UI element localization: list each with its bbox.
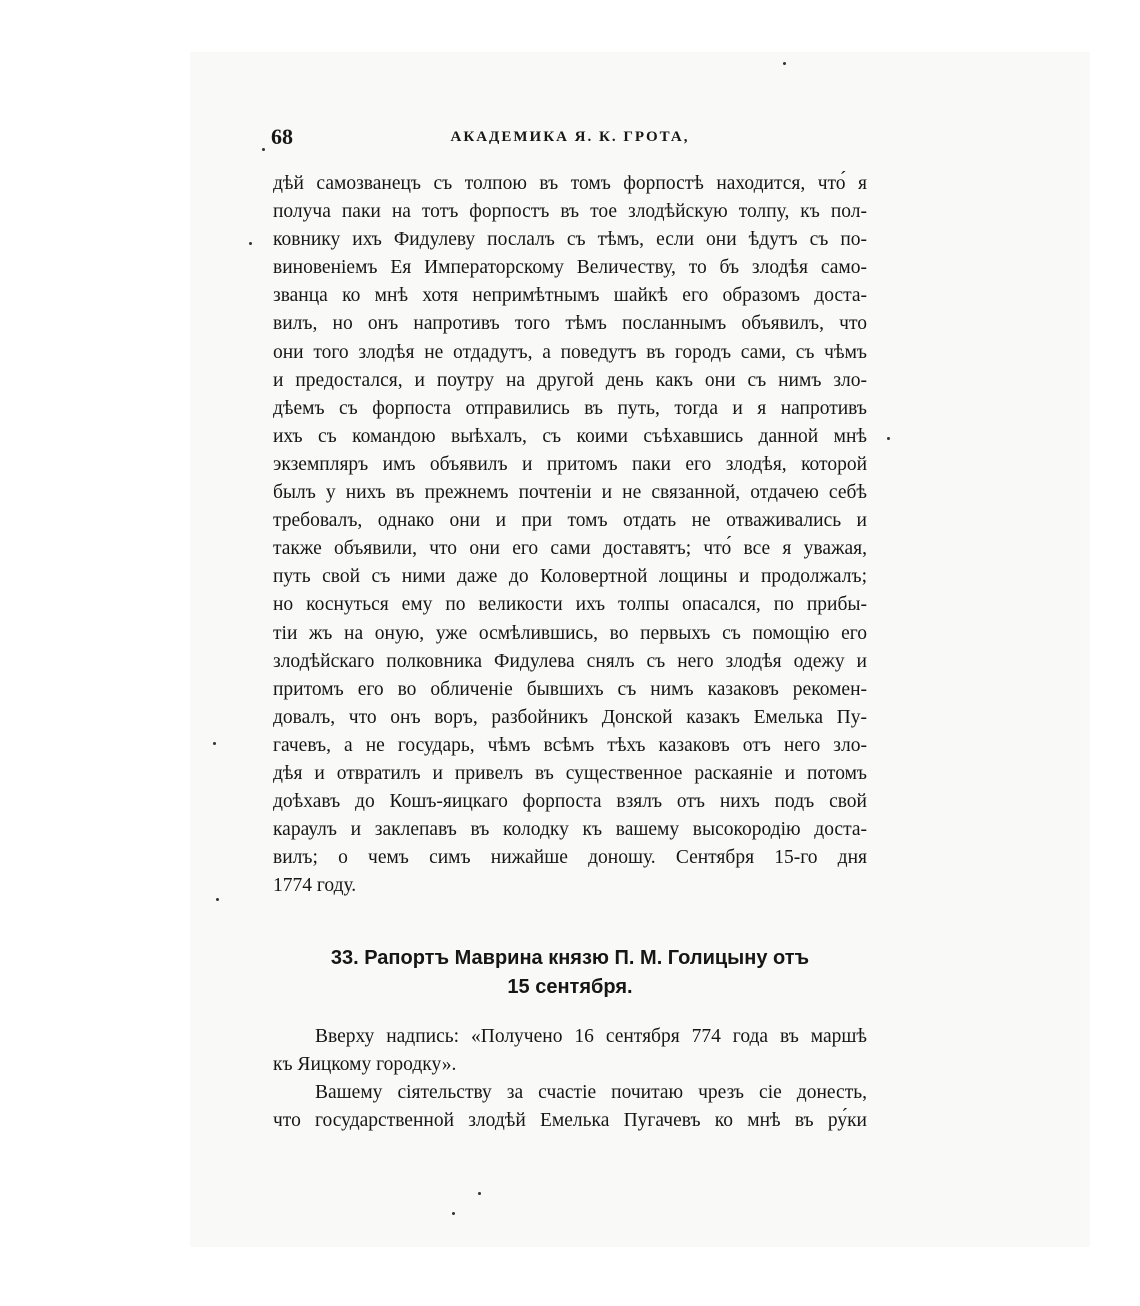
text-line: гачевъ, а не государь, чѣмъ всѣмъ тѣхъ казаковъ отъ него зло- (273, 734, 867, 756)
text-line: они того злодѣя не отдадутъ, а поведутъ въ городъ сами, съ чѣмъ (273, 341, 867, 363)
text-line: ихъ съ командою выѣхалъ, съ коими съѣхавшись данной мнѣ (273, 425, 867, 447)
text-line: дѣя и отвратилъ и привелъ въ существенное раскаяніе и потомъ (273, 762, 867, 784)
text-line: къ Яицкому городку». (273, 1054, 457, 1076)
text-line: что государственной злодѣй Емелька Пугачевъ ко мнѣ въ ру́ки (273, 1110, 867, 1132)
text-line: Вверху надпись: «Получено 16 сентября 774 года въ маршѣ (315, 1026, 867, 1047)
scan-speck (213, 742, 216, 745)
section-heading-line: 15 сентября. (507, 976, 633, 998)
text-line: былъ у нихъ въ прежнемъ почтеніи и не связанной, отдачею себѣ (273, 482, 867, 504)
text-line: тіи жъ на оную, уже осмѣлившись, во первыхъ съ помощію его (273, 622, 867, 644)
text-line: вилъ; о чемъ симъ нижайше доношу. Сентября 15-го дня (273, 847, 867, 869)
text-line: доѣхавъ до Кошъ-яицкаго форпоста взялъ отъ нихъ подъ свой (273, 791, 867, 813)
text-line: 1774 году. (273, 875, 357, 897)
scan-speck (262, 148, 265, 151)
text-line: довалъ, что онъ воръ, разбойникъ Донской казакъ Емелька Пу- (273, 706, 867, 728)
text-line: также объявили, что они его сами доставятъ; что́ все я уважая, (273, 538, 867, 560)
running-title: АКАДЕМИКА Я. К. ГРОТА, (450, 129, 690, 145)
scan-speck (216, 898, 219, 901)
scan-speck (249, 242, 252, 245)
text-line: званца ко мнѣ хотя непримѣтнымъ шайкѣ его образомъ доста- (273, 285, 867, 307)
text-line: ковнику ихъ Фидулеву послалъ съ тѣмъ, если они ѣдутъ съ по- (273, 229, 867, 251)
scan-speck (887, 437, 890, 440)
text-line: караулъ и заклепавъ въ колодку къ вашему высокородію доста- (273, 819, 867, 841)
text-line: вилъ, но онъ напротивъ того тѣмъ посланнымъ объявилъ, что (273, 313, 867, 335)
page-header (0, 124, 1140, 154)
section-heading (273, 944, 867, 1002)
text-line: дѣемъ съ форпоста отправились въ путь, тогда и я напротивъ (273, 397, 867, 419)
scan-speck (478, 1192, 481, 1195)
page-number: 68 (271, 124, 293, 149)
report-text (273, 1023, 867, 1135)
text-line: дѣй самозванецъ съ толпою въ томъ форпостѣ находится, что́ я (273, 173, 867, 194)
text-line: получа паки на тотъ форпостъ въ тое злодѣйскую толпу, къ пол- (273, 201, 867, 223)
text-line: и предостался, и поутру на другой день какъ они съ нимъ зло- (273, 369, 867, 391)
text-line: злодѣйскаго полковника Фидулева снялъ съ него злодѣя одежу и (273, 650, 867, 672)
section-heading-line: 33. Рапортъ Маврина князю П. М. Голицыну отъ (330, 947, 810, 969)
text-line: экземпляръ имъ объявилъ и притомъ паки его злодѣя, которой (273, 453, 867, 475)
text-line: притомъ его во обличеніе бывшихъ съ нимъ казаковъ рекомен- (273, 678, 867, 700)
scan-speck (452, 1212, 455, 1215)
scan-speck (783, 62, 786, 65)
text-line: Вашему сіятельству за счастіе почитаю чрезъ сіе донесть, (315, 1082, 867, 1104)
text-line: путь свой съ ними даже до Коловертной лощины и продолжалъ; (273, 566, 867, 588)
text-line: требовалъ, однако они и при томъ отдать не отваживались и (273, 510, 867, 532)
text-line: но коснуться ему по великости ихъ толпы опасался, по прибы- (273, 594, 867, 616)
body-text (273, 170, 867, 900)
text-line: виновеніемъ Ея Императорскому Величеству, то бъ злодѣя само- (273, 257, 867, 279)
